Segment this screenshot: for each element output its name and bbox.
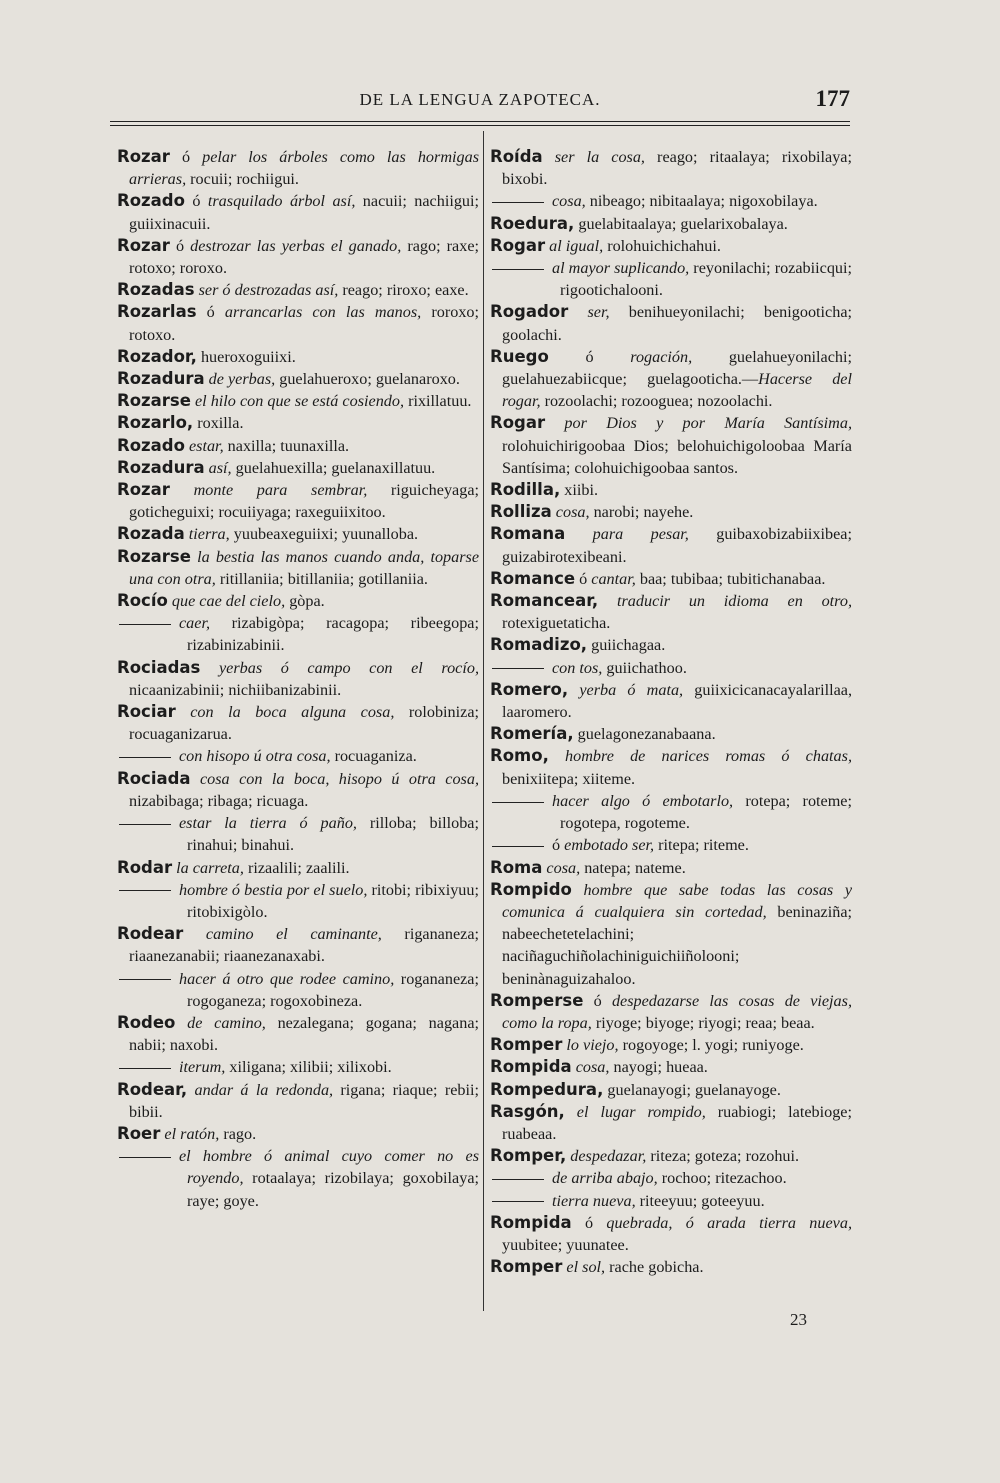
headword: Rociadas	[117, 657, 201, 677]
dictionary-entry	[117, 146, 479, 190]
headword: Rocío	[117, 591, 168, 611]
gloss-spanish: al igual,	[549, 236, 604, 255]
headword: Rozado	[117, 191, 185, 211]
zapotec-equivalents: rocuaganiza.	[330, 747, 417, 766]
header-rule	[110, 121, 850, 122]
connector: ó	[169, 236, 191, 255]
gloss-spanish: ser,	[587, 303, 610, 322]
zapotec-equivalents: naxilla; tuunaxilla.	[223, 436, 350, 455]
gloss-spanish: de camino,	[187, 1013, 266, 1032]
dictionary-entry	[490, 1079, 852, 1101]
zapotec-equivalents: rochoo; ritezachoo.	[657, 1169, 787, 1188]
dictionary-entry	[117, 812, 479, 856]
zapotec-equivalents: rilloba; billoba; rinahui; binahui.	[187, 814, 479, 855]
gloss-spanish: de arriba abajo,	[552, 1169, 658, 1188]
zapotec-equivalents: nayogi; hueaa.	[609, 1058, 708, 1077]
headword: Rodilla,	[490, 480, 561, 500]
dictionary-entry	[117, 590, 479, 612]
connector: ó	[184, 192, 208, 211]
dictionary-entry	[490, 834, 852, 856]
repeat-dash	[492, 1201, 544, 1202]
headword: Roedura,	[490, 213, 575, 233]
gloss-spanish: estar,	[188, 436, 224, 455]
dictionary-entry	[490, 523, 852, 567]
dictionary-entry	[117, 1056, 479, 1078]
zapotec-equivalents: natepa; nateme.	[580, 858, 686, 877]
dictionary-entry	[490, 301, 852, 345]
zapotec-equivalents: rigana; riaque; rebii; bibii.	[129, 1080, 480, 1121]
zapotec-equivalents: reyonilachi; rozabiicqui; rigootichalooni.	[560, 259, 853, 300]
headword: Rogar	[490, 413, 546, 433]
connector: ó	[196, 303, 225, 322]
gloss-spanish: ser la cosa,	[554, 148, 645, 166]
connector	[598, 592, 617, 610]
connector	[543, 148, 555, 166]
zapotec-equivalents: rizaalili; zaalili.	[243, 858, 350, 877]
gloss-spanish: embotado ser,	[564, 836, 655, 855]
dictionary-entry	[490, 190, 852, 212]
gloss-spanish: el hilo con que se está cosiendo,	[194, 392, 405, 411]
dictionary-entry	[490, 590, 852, 634]
headword: Romancear,	[490, 591, 599, 611]
headword: Rozarse	[117, 546, 191, 566]
gloss-spanish: el ratón,	[164, 1124, 220, 1143]
dictionary-entry	[117, 879, 479, 923]
headword: Romper	[490, 1257, 563, 1277]
dictionary-entry	[490, 634, 852, 656]
dictionary-entry	[117, 457, 479, 479]
zapotec-equivalents: xiibi.	[564, 481, 599, 500]
dictionary-entry	[117, 412, 479, 434]
zapotec-equivalents: ruabiogi; latebioge; ruabeaa.	[502, 1102, 852, 1143]
gloss-spanish: por Dios y por María Santísima,	[564, 414, 852, 433]
zapotec-equivalents: guelabitaalaya; guelarixobalaya.	[578, 214, 788, 233]
gloss-spanish: monte para sembrar,	[193, 481, 368, 500]
repeat-dash	[492, 668, 544, 669]
zapotec-equivalents: nicaanizabinii; nichiibanizabinii.	[129, 680, 342, 699]
headword: Rodear	[117, 924, 184, 944]
connector	[568, 303, 587, 321]
connector	[549, 747, 565, 765]
connector	[565, 1103, 577, 1121]
gloss-spanish: trasquilado árbol así,	[207, 192, 356, 211]
dictionary-entry	[117, 1123, 479, 1145]
right-column	[490, 146, 852, 1278]
zapotec-equivalents: guiixicicanacayalarillaa, laaromero.	[502, 680, 853, 722]
gloss-spanish: pelar los árboles como las hormigas arrieras,	[129, 148, 479, 189]
gloss-spanish: el hombre ó animal cuyo comer no es royendo,	[179, 1147, 479, 1188]
zapotec-equivalents: reago; ritaalaya; rixobilaya; bixobi.	[502, 148, 852, 189]
headword: Rozador,	[117, 346, 197, 366]
zapotec-equivalents: riteeyuu; goteeyuu.	[635, 1191, 765, 1210]
gloss-spanish: cosa,	[555, 503, 590, 522]
repeat-dash	[119, 1068, 171, 1069]
zapotec-equivalents: nacuii; nachiigui; guiixinacuii.	[129, 192, 480, 233]
connector	[200, 659, 219, 677]
gloss-spanish: para pesar,	[592, 525, 689, 544]
zapotec-equivalents: rotepa; roteme; rogotepa, rogoteme.	[560, 791, 852, 833]
dictionary-entry	[490, 1034, 852, 1056]
dictionary-entry	[490, 1145, 852, 1167]
repeat-dash	[492, 802, 544, 803]
dictionary-entry	[490, 879, 852, 990]
zapotec-equivalents: benixiitepa; xiiteme.	[502, 769, 636, 788]
dictionary-entry	[117, 1079, 479, 1123]
zapotec-equivalents: guelanayogi; guelanayoge.	[607, 1080, 781, 1099]
headword: Rompida	[490, 1057, 572, 1077]
headword: Ruego	[490, 346, 549, 366]
gloss-spanish: cosa con la boca, hisopo ú otra cosa,	[199, 769, 479, 788]
zapotec-equivalents: rotexiguetaticha.	[502, 614, 611, 633]
dictionary-entry	[490, 1212, 852, 1256]
connector	[565, 525, 592, 543]
gloss-spanish: de yerbas,	[208, 370, 276, 389]
dictionary-entry	[117, 479, 479, 523]
zapotec-equivalents: guibaxobizabiixibea; guizabirotexibeani.	[502, 525, 852, 566]
connector	[176, 703, 191, 721]
connector	[545, 414, 564, 432]
zapotec-equivalents: riyoge; biyoge; riyogi; reaa; beaa.	[591, 1013, 815, 1032]
repeat-dash	[492, 269, 544, 270]
gloss-spanish: yerbas ó campo con el rocío,	[218, 658, 480, 677]
dictionary-entry	[490, 146, 852, 190]
headword: Rompedura,	[490, 1079, 604, 1099]
headword: Rozar	[117, 235, 170, 255]
page-header	[110, 86, 850, 116]
dictionary-entry	[117, 368, 479, 390]
gloss-spanish: andar á la redonda,	[194, 1080, 334, 1099]
zapotec-equivalents: rixillatuu.	[404, 392, 472, 411]
zapotec-equivalents: rigananeza; riaanezanabii; riaanezanaxabi.	[129, 925, 480, 966]
zapotec-equivalents: gòpa.	[285, 592, 325, 611]
dictionary-entry	[490, 679, 852, 723]
headword: Rozarse	[117, 391, 191, 411]
gloss-spanish: hombre de narices romas ó chatas,	[565, 747, 852, 766]
gloss-spanish: hombre que sabe todas las cosas y comunica á cualquiera sin cortedad,	[502, 880, 852, 921]
gloss-spanish: iterum,	[179, 1058, 226, 1077]
gloss-spanish: despedazarse las cosas de viejas, como la ropa,	[502, 991, 852, 1032]
zapotec-equivalents: riteza; goteza; rozohui.	[646, 1147, 800, 1166]
headword: Rasgón,	[490, 1101, 565, 1121]
headword: Romana	[490, 524, 566, 544]
zapotec-equivalents: rogananeza; rogoganeza; rogoxobineza.	[187, 969, 479, 1010]
headword: Romero,	[490, 679, 569, 699]
zapotec-equivalents: rizabigòpa; racagopa; ribeegopa; rizabinizabinii.	[187, 614, 479, 655]
dictionary-entry	[490, 1256, 852, 1278]
headword: Rodear,	[117, 1079, 188, 1099]
headword: Romería,	[490, 724, 574, 744]
zapotec-equivalents: narobi; nayehe.	[589, 503, 694, 522]
gloss-spanish: tierra nueva,	[552, 1191, 636, 1210]
headword: Rociada	[117, 768, 191, 788]
zapotec-equivalents: yuubeaxeguiixi; yuunalloba.	[229, 525, 419, 544]
headword: Roída	[490, 147, 543, 166]
dictionary-entry	[117, 745, 479, 767]
repeat-dash	[119, 1157, 171, 1158]
gloss-spanish: hacer á otro que rodee camino,	[179, 969, 395, 988]
gloss-spanish: el lugar rompido,	[576, 1102, 706, 1121]
headword: Romper	[490, 1035, 563, 1055]
dictionary-entry	[490, 213, 852, 235]
headword: Rompido	[490, 879, 572, 899]
zapotec-equivalents: rago.	[219, 1124, 257, 1143]
dictionary-entry	[490, 657, 852, 679]
headword: Romper,	[490, 1146, 567, 1166]
dictionary-entry	[117, 546, 479, 590]
dictionary-entry	[490, 346, 852, 413]
zapotec-equivalents: baa; tubibaa; tubitichanabaa.	[635, 569, 826, 588]
column-divider	[483, 131, 484, 1311]
zapotec-equivalents: xiligana; xilibii; xilixobi.	[225, 1058, 392, 1077]
dictionary-entry	[490, 412, 852, 479]
dictionary-entry	[490, 235, 852, 257]
dictionary-entry	[117, 968, 479, 1012]
connector	[572, 881, 584, 899]
headword: Rozadas	[117, 280, 195, 300]
gloss-spanish: hacer algo ó embotarlo,	[552, 791, 734, 810]
headword: Romperse	[490, 990, 584, 1010]
headword: Rozadura	[117, 369, 205, 389]
gloss-spanish: destrozar las yerbas el ganado,	[190, 236, 402, 255]
zapotec-equivalents: hueroxoguiixi.	[200, 347, 296, 366]
repeat-dash	[119, 624, 171, 625]
zapotec-equivalents: reago; riroxo; eaxe.	[338, 281, 469, 300]
zapotec-equivalents: rache gobicha.	[605, 1258, 704, 1277]
headword: Roma	[490, 857, 543, 877]
zapotec-equivalents: rocuii; rochiigui.	[186, 170, 299, 189]
gloss-spanish: cosa,	[575, 1058, 610, 1077]
connector: ó	[169, 148, 203, 166]
headword: Romadizo,	[490, 635, 588, 655]
zapotec-equivalents: rolobiniza; rocuaganizarua.	[129, 703, 479, 744]
gloss-spanish: así,	[208, 458, 232, 477]
headword: Rodar	[117, 857, 173, 877]
signature-mark: 23	[790, 1310, 807, 1329]
zapotec-equivalents: roxilla.	[197, 414, 244, 433]
zapotec-equivalents: rotaalaya; rizobilaya; goxobilaya; raye; goye.	[187, 1169, 479, 1210]
zapotec-equivalents: nizabibaga; ribaga; ricuaga.	[129, 791, 309, 810]
zapotec-equivalents: roroxo; rotoxo.	[129, 303, 480, 344]
dictionary-entry	[490, 990, 852, 1034]
headword: Rozar	[117, 147, 170, 166]
headword: Rozarlas	[117, 302, 197, 322]
zapotec-equivalents: yuubitee; yuunatee.	[502, 1235, 629, 1254]
dictionary-entry	[490, 857, 852, 879]
zapotec-equivalents: guelahueyonilachi; guelahuezabiicque; guelagooticha.—	[502, 347, 852, 389]
zapotec-equivalents: guelagonezanabaana.	[577, 725, 716, 744]
gloss-spanish: el sol,	[566, 1258, 606, 1277]
dictionary-entry	[117, 435, 479, 457]
headword: Romo,	[490, 746, 549, 766]
dictionary-entry	[490, 790, 852, 834]
dictionary-entry	[117, 523, 479, 545]
headword: Rozadura	[117, 457, 205, 477]
dictionary-entry	[490, 723, 852, 745]
zapotec-equivalents: ritillaniia; bitillaniia; gotillaniia.	[215, 569, 428, 588]
page-number: 177	[815, 86, 850, 111]
headword: Rogar	[490, 235, 546, 255]
repeat-dash	[492, 202, 544, 203]
headword: Rogador	[490, 302, 569, 322]
dictionary-entry	[490, 568, 852, 590]
left-column	[117, 146, 479, 1212]
zapotec-equivalents: riguicheyaga; goticheguixi; rocuiiyaga; raxeguiixitoo.	[129, 481, 479, 522]
dictionary-entry	[117, 612, 479, 656]
zapotec-equivalents: rogoyoge; l. yogi; runiyoge.	[618, 1036, 804, 1055]
gloss-spanish: rogación,	[630, 347, 693, 366]
repeat-dash	[119, 979, 171, 980]
dictionary-entry	[117, 235, 479, 279]
repeat-dash	[119, 890, 171, 891]
dictionary-entry	[117, 657, 479, 701]
dictionary-entry	[117, 857, 479, 879]
gloss-spanish: al mayor suplicando,	[552, 259, 690, 278]
gloss-spanish: con tos,	[552, 658, 603, 677]
dictionary-entry	[490, 479, 852, 501]
dictionary-entry	[117, 701, 479, 745]
gloss-spanish: estar la tierra ó paño,	[179, 814, 357, 833]
gloss-spanish: ser ó destrozadas así,	[198, 281, 339, 300]
zapotec-equivalents: benihueyonilachi; benigooticha; goolachi.	[502, 303, 852, 344]
dictionary-entry	[490, 501, 852, 523]
dictionary-entry	[490, 1190, 852, 1212]
repeat-dash	[492, 1179, 544, 1180]
dictionary-entry	[117, 1145, 479, 1212]
gloss-spanish: arrancarlas con las manos,	[224, 303, 422, 322]
dictionary-entry	[117, 346, 479, 368]
repeat-dash	[119, 824, 171, 825]
gloss-spanish: con la boca alguna cosa,	[190, 703, 395, 722]
dictionary-entry	[117, 1012, 479, 1056]
repeat-dash	[492, 846, 544, 847]
gloss-spanish: despedazar,	[570, 1147, 647, 1166]
dictionary-entry	[490, 1056, 852, 1078]
dictionary-entry	[117, 390, 479, 412]
zapotec-equivalents: rolohuichirigoobaa Dios; belohuichigoloobaa María Santísima; colohuichigoobaa santos.	[502, 436, 852, 477]
zapotec-equivalents: nibeago; nibitaalaya; nigoxobilaya.	[585, 192, 818, 211]
gloss-spanish: Hacerse del rogar,	[502, 370, 852, 411]
dictionary-entry	[117, 279, 479, 301]
dictionary-entry	[117, 301, 479, 345]
gloss-spanish: la carreta,	[176, 858, 244, 877]
dictionary-entry	[490, 257, 852, 301]
header-rule-secondary	[110, 125, 850, 126]
headword: Roer	[117, 1123, 161, 1143]
zapotec-equivalents: ritobi; ribixiyuu; ritobixigòlo.	[187, 880, 479, 921]
headword: Rozar	[117, 480, 170, 500]
zapotec-equivalents: rolohuichichahui.	[603, 236, 721, 255]
zapotec-equivalents: ritepa; riteme.	[654, 836, 749, 855]
gloss-spanish: la bestia las manos cuando anda, toparse una con otra,	[129, 547, 480, 588]
zapotec-equivalents: rozoolachi; rozooguea; nozoolachi.	[540, 392, 773, 411]
gloss-spanish: caer,	[179, 614, 211, 633]
zapotec-equivalents: rago; raxe; rotoxo; roroxo.	[129, 236, 480, 278]
gloss-spanish: tierra,	[188, 525, 230, 544]
connector: ó	[552, 836, 565, 855]
connector	[183, 925, 206, 943]
headword: Rozarlo,	[117, 413, 194, 433]
gloss-spanish: hombre ó bestia por el suelo,	[179, 880, 368, 899]
gloss-spanish: con hisopo ú otra cosa,	[179, 747, 331, 766]
gloss-spanish: camino el caminante,	[205, 925, 382, 944]
gloss-spanish: cosa,	[546, 858, 581, 877]
connector	[568, 681, 579, 699]
headword: Rociar	[117, 702, 176, 722]
gloss-spanish: cantar,	[591, 569, 636, 588]
gloss-spanish: lo viejo,	[566, 1036, 619, 1055]
headword: Rozada	[117, 524, 185, 544]
zapotec-equivalents: guiichathoo.	[602, 658, 687, 677]
gloss-spanish: traducir un idioma en otro,	[616, 592, 852, 611]
dictionary-entry	[117, 190, 479, 234]
dictionary-entry	[117, 923, 479, 967]
gloss-spanish: que cae del cielo,	[171, 592, 286, 611]
connector	[175, 1014, 187, 1032]
headword: Rompida	[490, 1212, 572, 1232]
zapotec-equivalents: nezalegana; gogana; nagana; nabii; naxobi.	[129, 1013, 479, 1055]
headword: Rodeo	[117, 1012, 176, 1032]
dictionary-entry	[490, 745, 852, 789]
gloss-spanish: yerba ó mata,	[579, 680, 684, 699]
connector: ó	[575, 569, 592, 588]
headword: Rozado	[117, 435, 185, 455]
headword: Romance	[490, 568, 576, 588]
connector: ó	[583, 991, 612, 1010]
dictionary-entry	[117, 768, 479, 812]
zapotec-equivalents: guiichagaa.	[591, 636, 666, 655]
headword: Rolliza	[490, 502, 552, 522]
connector: ó	[548, 347, 631, 366]
connector: ó	[571, 1213, 607, 1232]
running-title: DE LA LENGUA ZAPOTECA.	[359, 90, 601, 109]
connector	[170, 481, 194, 499]
repeat-dash	[119, 757, 171, 758]
zapotec-equivalents: guelahueroxo; guelanaroxo.	[275, 370, 460, 389]
gloss-spanish: cosa,	[552, 192, 586, 211]
gloss-spanish: quebrada, ó arada tierra nueva,	[606, 1213, 852, 1232]
zapotec-equivalents: guelahuexilla; guelanaxillatuu.	[231, 458, 436, 477]
zapotec-equivalents: beninaziña; nabeechetetelachini; naciñaguchiñolachiniguichiiñolooni; beninànaguizahaloo.	[502, 902, 852, 988]
dictionary-entry	[490, 1101, 852, 1145]
dictionary-entry	[490, 1167, 852, 1189]
connector	[191, 770, 200, 788]
